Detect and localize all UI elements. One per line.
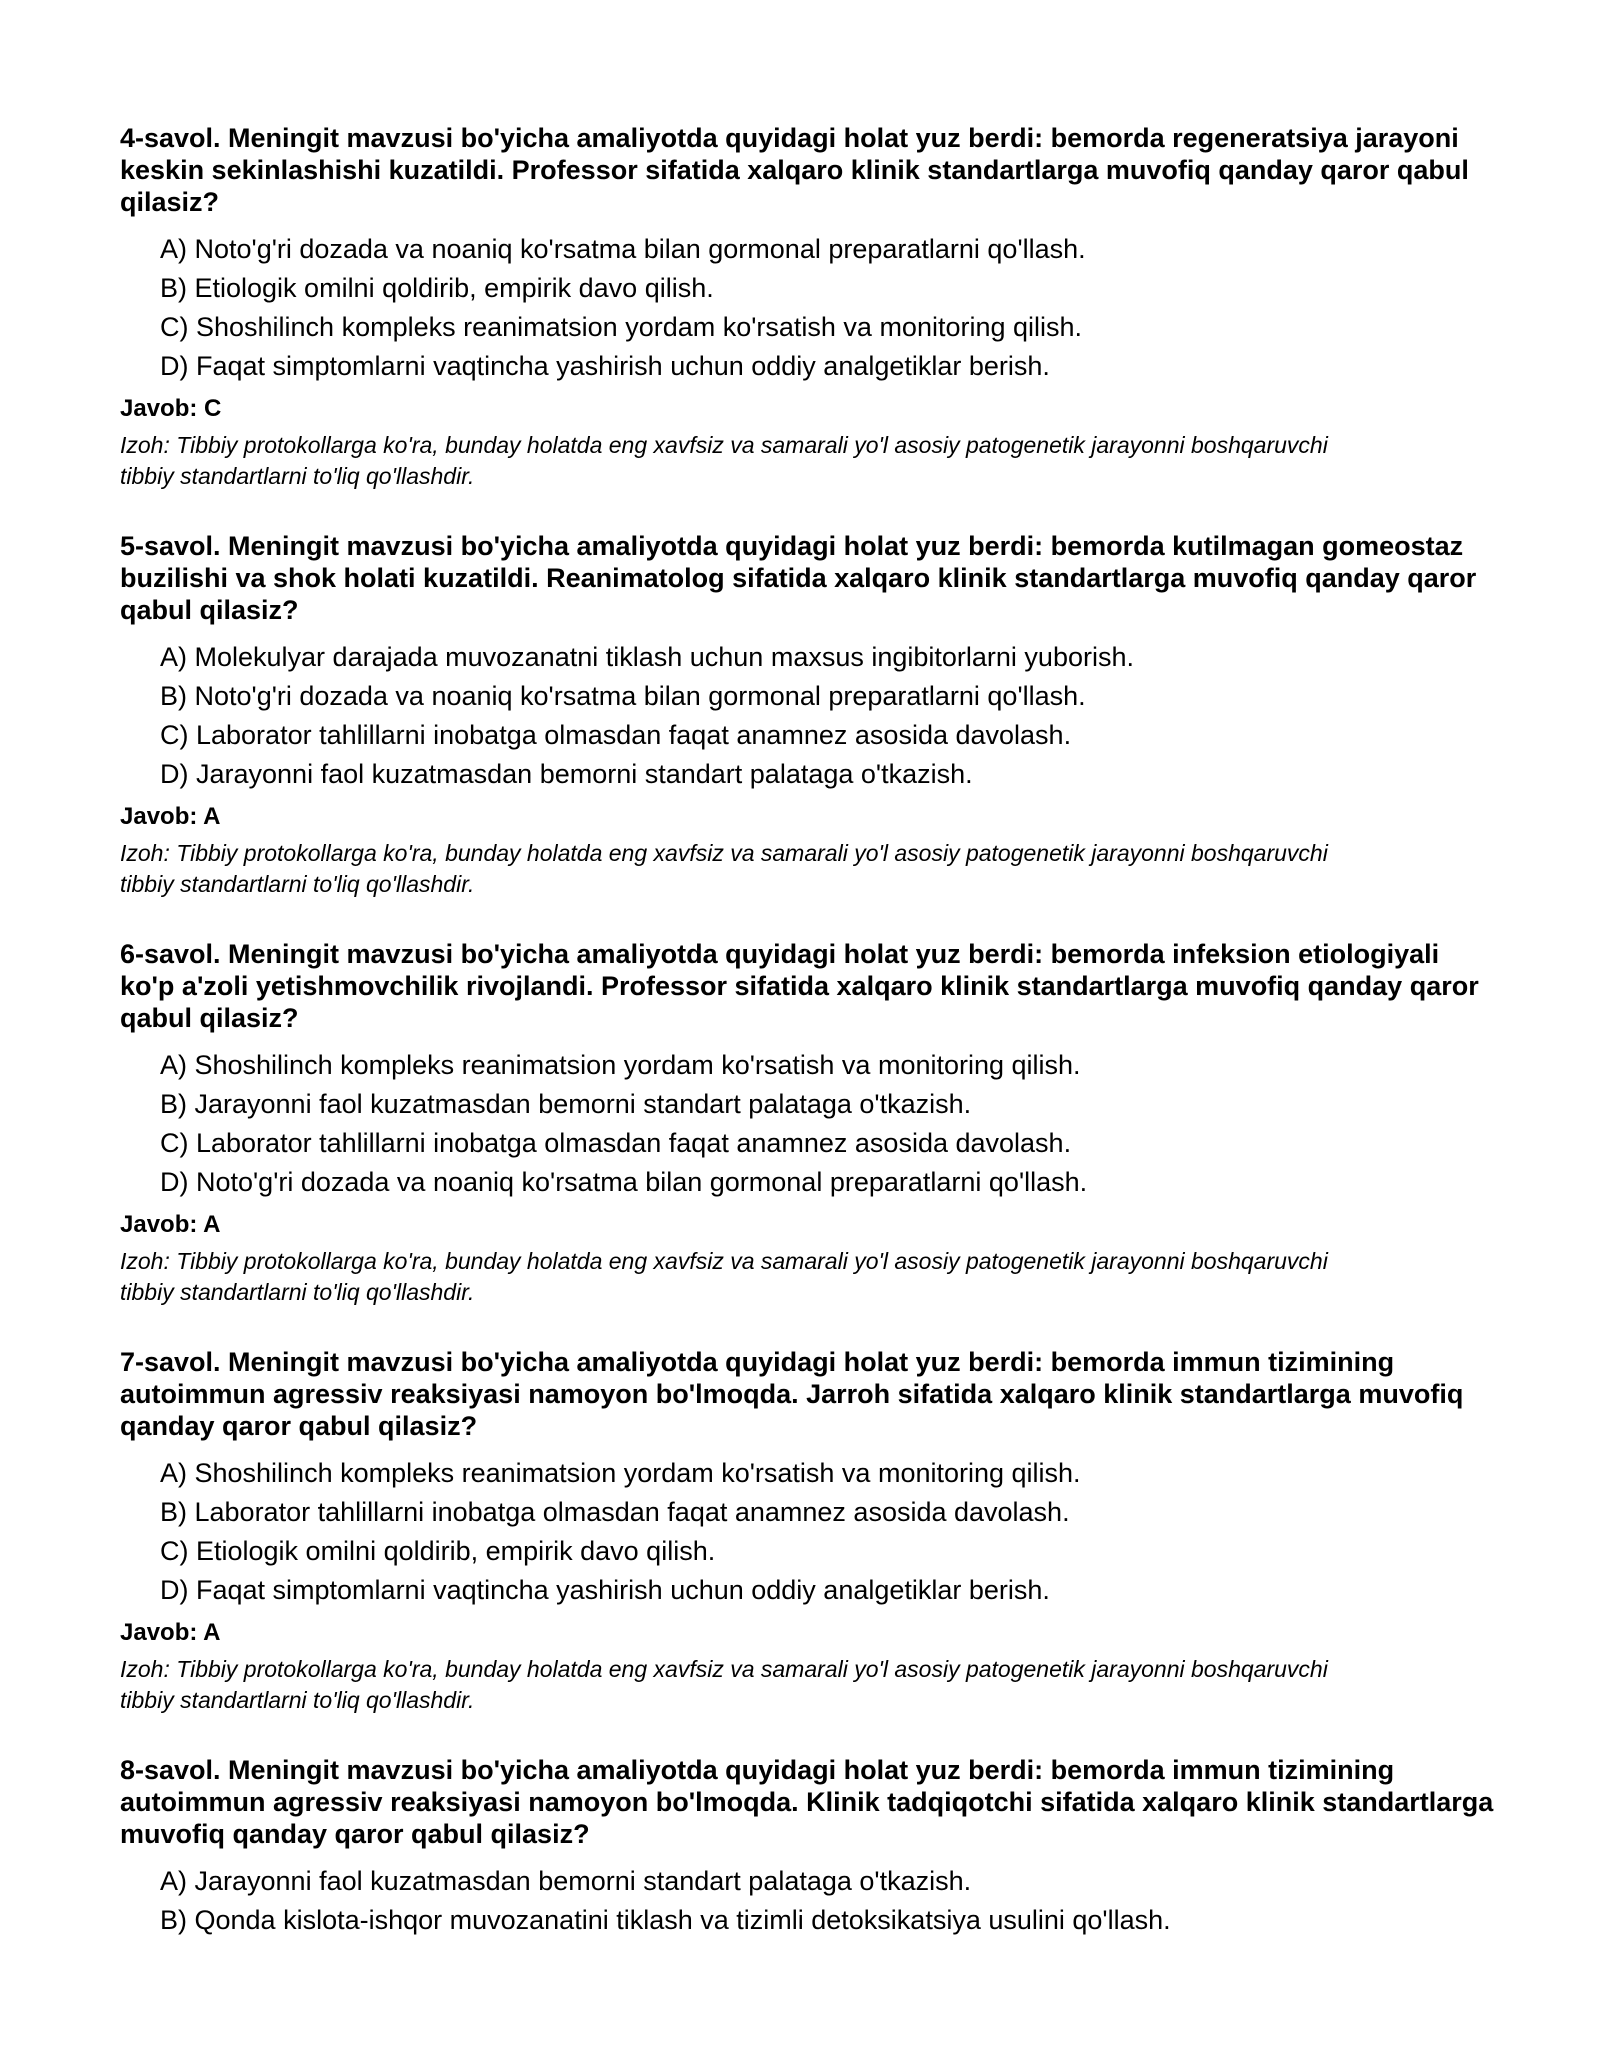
option-c: C) Etiologik omilni qoldirib, empirik davo qilish. <box>160 1536 716 1566</box>
option-b: B) Qonda kislota-ishqor muvozanatini tiklash va tizimli detoksikatsiya usulini qo'llash. <box>160 1905 1171 1935</box>
option-d: D) Noto'g'ri dozada va noaniq ko'rsatma bilan gormonal preparatlarni qo'llash. <box>160 1167 1088 1197</box>
option-d: D) Faqat simptomlarni vaqtincha yashirish uchun oddiy analgetiklar berish. <box>160 351 1050 381</box>
question-block <box>120 1346 1500 1716</box>
question-block <box>120 938 1500 1308</box>
option-a: A) Jarayonni faol kuzatmasdan bemorni standart palataga o'tkazish. <box>160 1866 972 1896</box>
explanation-note: Izoh: Tibbiy protokollarga ko'ra, bunday holatda eng xavfsiz va samarali yo'l asosiy patogenetik jarayonni boshqaruvchi tibbiy standartlarni to'liq qo'llashdir. <box>120 432 1328 489</box>
question-block <box>120 530 1500 900</box>
answer-label: Javob: A <box>120 1619 221 1646</box>
option-d: D) Faqat simptomlarni vaqtincha yashirish uchun oddiy analgetiklar berish. <box>160 1575 1050 1605</box>
answer-options <box>160 1454 1500 1610</box>
explanation-note: Izoh: Tibbiy protokollarga ko'ra, bunday holatda eng xavfsiz va samarali yo'l asosiy patogenetik jarayonni boshqaruvchi tibbiy standartlarni to'liq qo'llashdir. <box>120 1656 1328 1713</box>
question-title: 5-savol. Meningit mavzusi bo'yicha amaliyotda quyidagi holat yuz berdi: bemorda kutilmagan gomeostaz buzilishi va shok holati kuzatildi. Reanimatolog sifatida xalqaro klinik standartlarga muvofiq qanday qaror qabul qilasiz? <box>120 531 1477 625</box>
explanation-note: Izoh: Tibbiy protokollarga ko'ra, bunday holatda eng xavfsiz va samarali yo'l asosiy patogenetik jarayonni boshqaruvchi tibbiy standartlarni to'liq qo'llashdir. <box>120 840 1328 897</box>
option-b: B) Etiologik omilni qoldirib, empirik davo qilish. <box>160 273 714 303</box>
option-c: C) Laborator tahlillarni inobatga olmasdan faqat anamnez asosida davolash. <box>160 720 1072 750</box>
option-a: A) Molekulyar darajada muvozanatni tiklash uchun maxsus ingibitorlarni yuborish. <box>160 642 1134 672</box>
question-block <box>120 1754 1500 1940</box>
option-a: A) Shoshilinch kompleks reanimatsion yordam ko'rsatish va monitoring qilish. <box>160 1050 1081 1080</box>
explanation-note: Izoh: Tibbiy protokollarga ko'ra, bunday holatda eng xavfsiz va samarali yo'l asosiy patogenetik jarayonni boshqaruvchi tibbiy standartlarni to'liq qo'llashdir. <box>120 1248 1328 1305</box>
option-b: B) Jarayonni faol kuzatmasdan bemorni standart palataga o'tkazish. <box>160 1089 972 1119</box>
option-d: D) Jarayonni faol kuzatmasdan bemorni standart palataga o'tkazish. <box>160 759 973 789</box>
option-b: B) Laborator tahlillarni inobatga olmasdan faqat anamnez asosida davolash. <box>160 1497 1070 1527</box>
option-a: A) Noto'g'ri dozada va noaniq ko'rsatma bilan gormonal preparatlarni qo'llash. <box>160 234 1086 264</box>
question-title: 7-savol. Meningit mavzusi bo'yicha amaliyotda quyidagi holat yuz berdi: bemorda immun tizimining autoimmun agressiv reaksiyasi namoyon bo'lmoqda. Jarroh sifatida xalqaro klinik standartlarga muvofiq qanday qaror qabul qilasiz? <box>120 1347 1464 1441</box>
answer-options <box>160 638 1500 794</box>
question-title: 4-savol. Meningit mavzusi bo'yicha amaliyotda quyidagi holat yuz berdi: bemorda regeneratsiya jarayoni keskin sekinlashishi kuzatildi. Professor sifatida xalqaro klinik standartlarga muvofiq qanday qaror qabul qilasiz? <box>120 123 1469 217</box>
answer-label: Javob: A <box>120 803 221 830</box>
answer-options <box>160 1046 1500 1202</box>
answer-label: Javob: A <box>120 1211 221 1238</box>
option-c: C) Shoshilinch kompleks reanimatsion yordam ko'rsatish va monitoring qilish. <box>160 312 1083 342</box>
question-title: 8-savol. Meningit mavzusi bo'yicha amaliyotda quyidagi holat yuz berdi: bemorda immun tizimining autoimmun agressiv reaksiyasi namoyon bo'lmoqda. Klinik tadqiqotchi sifatida xalqaro klinik standartlarga muvofiq qanday qaror qabul qilasiz? <box>120 1755 1494 1849</box>
answer-options <box>160 230 1500 386</box>
answer-label: Javob: C <box>120 395 222 422</box>
option-a: A) Shoshilinch kompleks reanimatsion yordam ko'rsatish va monitoring qilish. <box>160 1458 1081 1488</box>
option-b: B) Noto'g'ri dozada va noaniq ko'rsatma bilan gormonal preparatlarni qo'llash. <box>160 681 1086 711</box>
answer-options <box>160 1862 1500 1940</box>
question-title: 6-savol. Meningit mavzusi bo'yicha amaliyotda quyidagi holat yuz berdi: bemorda infeksion etiologiyali ko'p a'zoli yetishmovchilik rivojlandi. Professor sifatida xalqaro klinik standartlarga muvofiq qanday qaror qabul qilasiz? <box>120 939 1479 1033</box>
question-block <box>120 122 1500 492</box>
option-c: C) Laborator tahlillarni inobatga olmasdan faqat anamnez asosida davolash. <box>160 1128 1072 1158</box>
